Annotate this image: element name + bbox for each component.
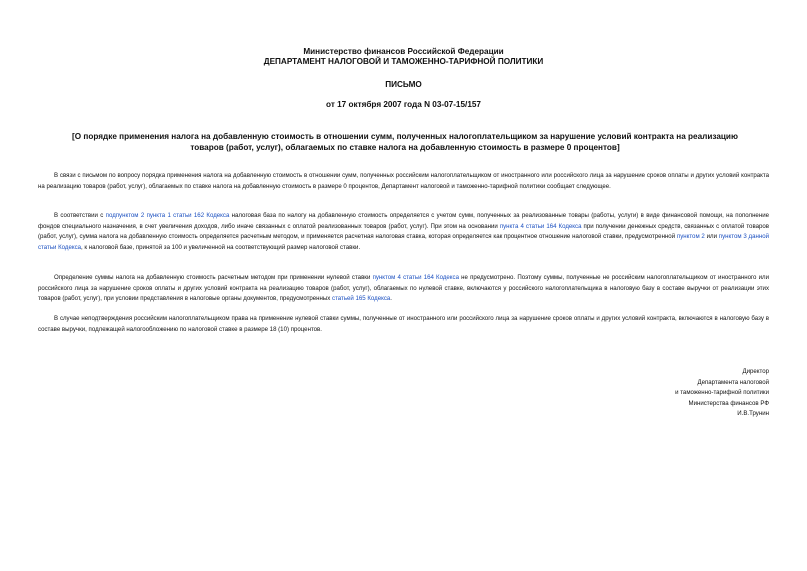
link-subpoint-2-point-1-article-162[interactable]: подпунктом 2 пункта 1 статьи 162 Кодекса [105, 212, 230, 219]
ministry-name: Министерство финансов Российской Федерации [303, 47, 504, 56]
signature-ministry: Министерства финансов РФ [688, 399, 769, 407]
paragraph-4: В случае неподтверждения российским налогоплательщиком права на применение нулевой ставки суммы, полученные от иностранного или российского лица за нарушение сроков оплаты и других условий контракта, включаются в налоговую базу в составе выручки, подлежащей налогообложению по налоговой ставке в размере 18 (10) процентов. [38, 315, 769, 333]
link-point-3-article[interactable]: пунктом 3 данной статьи Кодекса [38, 233, 769, 251]
paragraph-2-text: налоговая база по налогу на добавленную стоимость определяется с учетом сумм, полученных за реализованные товары (работы, услуги) в виде финансовой помощи, на пополнение фондов специального назначения, в счет увеличения доходов, либо иначе связанных с оплатой реализованных товаров (работ, услуг). При этом на основании [38, 212, 769, 230]
paragraph-2-text: В соответствии с [54, 212, 106, 219]
link-article-165[interactable]: статьей 165 Кодекса [332, 295, 391, 302]
link-point-4-article-164[interactable]: пункта 4 статьи 164 Кодекса [499, 222, 582, 230]
department-name: ДЕПАРТАМЕНТ НАЛОГОВОЙ И ТАМОЖЕННО-ТАРИФНОЙ ПОЛИТИКИ [263, 57, 544, 66]
paragraph-3-text: . [390, 295, 392, 302]
paragraph-2 [38, 211, 769, 253]
signature-department: Департамента налоговой [697, 378, 769, 386]
document-type: ПИСЬМО [385, 80, 422, 89]
signature-name: И.В.Трунин [737, 410, 769, 417]
link-point-4-article-164[interactable]: пунктом 4 статьи 164 Кодекса [372, 274, 459, 281]
title-line-2: товаров (работ, услуг), облагаемых по ставке налога на добавленную стоимость в размере 0 процентов] [190, 143, 620, 152]
document-date: от 17 октября 2007 года N 03-07-15/157 [326, 100, 481, 109]
link-point-2[interactable]: пунктом 2 [676, 233, 705, 240]
paragraph-3-text: не предусмотрено. Поэтому суммы, полученные не российским налогоплательщиком от иностранного или российского лица за нарушение сроков оплаты и других условий контракта на реализацию товаров (работ, услуг), облагаемых по нулевой ставке, включаются у российского налогоплательщика в налоговую базу в составе выручки от реализации этих товаров (работ, услуг), при условии представления в налоговые органы документов, предусмотренных [38, 274, 769, 302]
paragraph-2-text: или [704, 233, 719, 240]
signature-block [675, 367, 769, 420]
paragraph-2-text: , к налоговой базе, принятой за 100 и увеличенной на соответствующий размер налоговой ставки. [81, 243, 361, 251]
signature-title: Директор [742, 368, 769, 375]
document-title [36, 131, 774, 153]
title-line-1: [О порядке применения налога на добавленную стоимость в отношении сумм, полученных налогоплательщиком за нарушение условий контракта на реализацию [72, 132, 738, 141]
paragraph-1: В связи с письмом по вопросу порядка применения налога на добавленную стоимость в отношении сумм, полученных российским налогоплательщиком от иностранного или российского лица за нарушение сроков оплаты и других условий контракта на реализацию товаров (работ, услуг), облагаемых по ставке налога на добавленную стоимость в размере 0 процентов, Департамент налоговой и таможенно-тарифной политики сообщает следующее. [38, 172, 769, 190]
paragraph-2-text: при получении денежных средств, связанных с оплатой товаров (работ, услуг), сумма налога на добавленную стоимость определяется расчетным методом, и применяется расчетная налоговая ставка, которая определяется как процентное отношение налоговой ставки, предусмотренной [38, 222, 770, 240]
paragraph-3 [38, 273, 769, 305]
paragraph-3-text: Определение суммы налога на добавленную стоимость расчетным методом при применении нулевой ставки [54, 274, 373, 281]
signature-department-2: и таможенно-тарифной политики [675, 389, 769, 396]
